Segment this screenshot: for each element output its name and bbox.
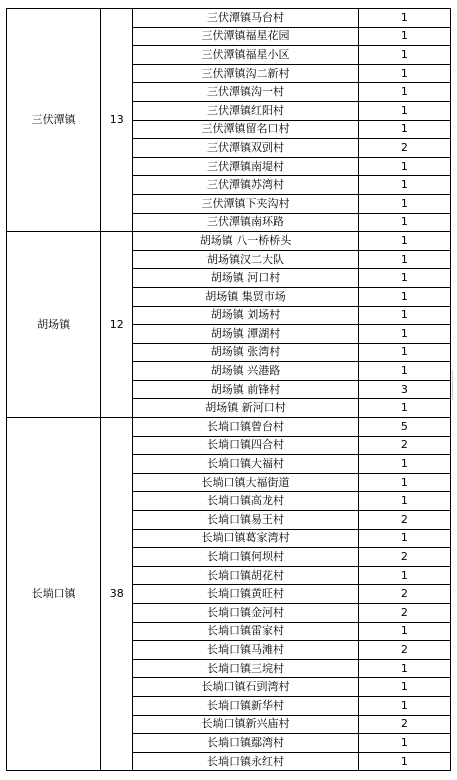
- place-name-cell: 长埫口镇葛家湾村: [133, 529, 359, 548]
- place-count-cell: 2: [358, 585, 450, 604]
- place-name-cell: 长埫口镇石剅湾村: [133, 678, 359, 697]
- place-name-cell: 胡场镇 潭湖村: [133, 325, 359, 344]
- place-name-cell: 三伏潭镇福星小区: [133, 46, 359, 65]
- place-name-cell: 长埫口镇大福村: [133, 455, 359, 474]
- town-name-cell: 胡场镇: [7, 232, 101, 418]
- place-name-cell: 长埫口镇新华村: [133, 696, 359, 715]
- place-count-cell: 1: [358, 399, 450, 418]
- place-name-cell: 长埫口镇四合村: [133, 436, 359, 455]
- place-count-cell: 1: [358, 622, 450, 641]
- place-count-cell: 1: [358, 455, 450, 474]
- place-name-cell: 三伏潭镇南堤村: [133, 157, 359, 176]
- place-count-cell: 1: [358, 120, 450, 139]
- place-name-cell: 长埫口镇黄旺村: [133, 585, 359, 604]
- place-count-cell: 1: [358, 696, 450, 715]
- scroll-edge-mark: [452, 370, 457, 400]
- place-name-cell: 长埫口镇曾台村: [133, 418, 359, 437]
- table-body: [7, 9, 451, 771]
- place-count-cell: 1: [358, 734, 450, 753]
- place-name-cell: 三伏潭镇福星花园: [133, 27, 359, 46]
- place-name-cell: 三伏潭镇双剅村: [133, 139, 359, 158]
- place-name-cell: 胡场镇 张湾村: [133, 343, 359, 362]
- place-count-cell: 2: [358, 641, 450, 660]
- table-row: [7, 418, 451, 437]
- place-count-cell: 2: [358, 548, 450, 567]
- place-name-cell: 三伏潭镇留名口村: [133, 120, 359, 139]
- table-row: [7, 9, 451, 28]
- place-count-cell: 1: [358, 250, 450, 269]
- place-name-cell: 胡场镇 刘场村: [133, 306, 359, 325]
- place-name-cell: 长埫口镇胡花村: [133, 566, 359, 585]
- place-count-cell: 3: [358, 380, 450, 399]
- place-name-cell: 三伏潭镇马台村: [133, 9, 359, 28]
- place-count-cell: 2: [358, 139, 450, 158]
- place-name-cell: 胡场镇 新河口村: [133, 399, 359, 418]
- place-count-cell: 1: [358, 752, 450, 771]
- place-count-cell: 1: [358, 101, 450, 120]
- place-count-cell: 1: [358, 157, 450, 176]
- place-count-cell: 1: [358, 194, 450, 213]
- place-name-cell: 长埫口镇大福街道: [133, 473, 359, 492]
- place-name-cell: 胡场镇 前锋村: [133, 380, 359, 399]
- place-count-cell: 2: [358, 436, 450, 455]
- town-count-cell: 12: [101, 232, 133, 418]
- place-count-cell: 1: [358, 213, 450, 232]
- place-count-cell: 1: [358, 678, 450, 697]
- place-name-cell: 胡场镇 河口村: [133, 269, 359, 288]
- place-name-cell: 胡场镇 八一桥桥头: [133, 232, 359, 251]
- place-count-cell: 1: [358, 492, 450, 511]
- place-count-cell: 2: [358, 715, 450, 734]
- place-count-cell: 1: [358, 83, 450, 102]
- table-row: [7, 232, 451, 251]
- place-name-cell: 长埫口镇鄢湾村: [133, 734, 359, 753]
- place-name-cell: 长埫口镇易王村: [133, 511, 359, 530]
- place-name-cell: 长埫口镇马滩村: [133, 641, 359, 660]
- place-count-cell: 2: [358, 604, 450, 623]
- place-count-cell: 1: [358, 269, 450, 288]
- place-count-cell: 1: [358, 64, 450, 83]
- place-name-cell: 三伏潭镇苏湾村: [133, 176, 359, 195]
- place-count-cell: 1: [358, 659, 450, 678]
- place-name-cell: 胡场镇汉二大队: [133, 250, 359, 269]
- place-count-cell: 2: [358, 511, 450, 530]
- place-name-cell: 三伏潭镇沟二新村: [133, 64, 359, 83]
- town-name-cell: 三伏潭镇: [7, 9, 101, 232]
- place-name-cell: 长埫口镇金河村: [133, 604, 359, 623]
- place-count-cell: 1: [358, 27, 450, 46]
- place-name-cell: 胡场镇 兴港路: [133, 362, 359, 381]
- place-count-cell: 1: [358, 343, 450, 362]
- place-name-cell: 长埫口镇雷家村: [133, 622, 359, 641]
- town-data-table: [6, 8, 451, 771]
- place-count-cell: 1: [358, 9, 450, 28]
- place-name-cell: 三伏潭镇南环路: [133, 213, 359, 232]
- place-name-cell: 长埫口镇新兴庙村: [133, 715, 359, 734]
- place-count-cell: 1: [358, 232, 450, 251]
- town-name-cell: 长埫口镇: [7, 418, 101, 771]
- place-name-cell: 三伏潭镇红阳村: [133, 101, 359, 120]
- place-count-cell: 1: [358, 473, 450, 492]
- place-name-cell: 长埫口镇何坝村: [133, 548, 359, 567]
- place-count-cell: 1: [358, 362, 450, 381]
- place-name-cell: 长埫口镇永红村: [133, 752, 359, 771]
- place-count-cell: 1: [358, 529, 450, 548]
- place-name-cell: 胡场镇 集贸市场: [133, 287, 359, 306]
- place-count-cell: 1: [358, 325, 450, 344]
- place-name-cell: 三伏潭镇沟一村: [133, 83, 359, 102]
- town-count-cell: 13: [101, 9, 133, 232]
- town-count-cell: 38: [101, 418, 133, 771]
- place-count-cell: 1: [358, 176, 450, 195]
- place-name-cell: 长埫口镇高龙村: [133, 492, 359, 511]
- place-name-cell: 三伏潭镇下夹沟村: [133, 194, 359, 213]
- place-count-cell: 5: [358, 418, 450, 437]
- place-count-cell: 1: [358, 306, 450, 325]
- place-name-cell: 长埫口镇三垸村: [133, 659, 359, 678]
- place-count-cell: 1: [358, 287, 450, 306]
- place-count-cell: 1: [358, 46, 450, 65]
- place-count-cell: 1: [358, 566, 450, 585]
